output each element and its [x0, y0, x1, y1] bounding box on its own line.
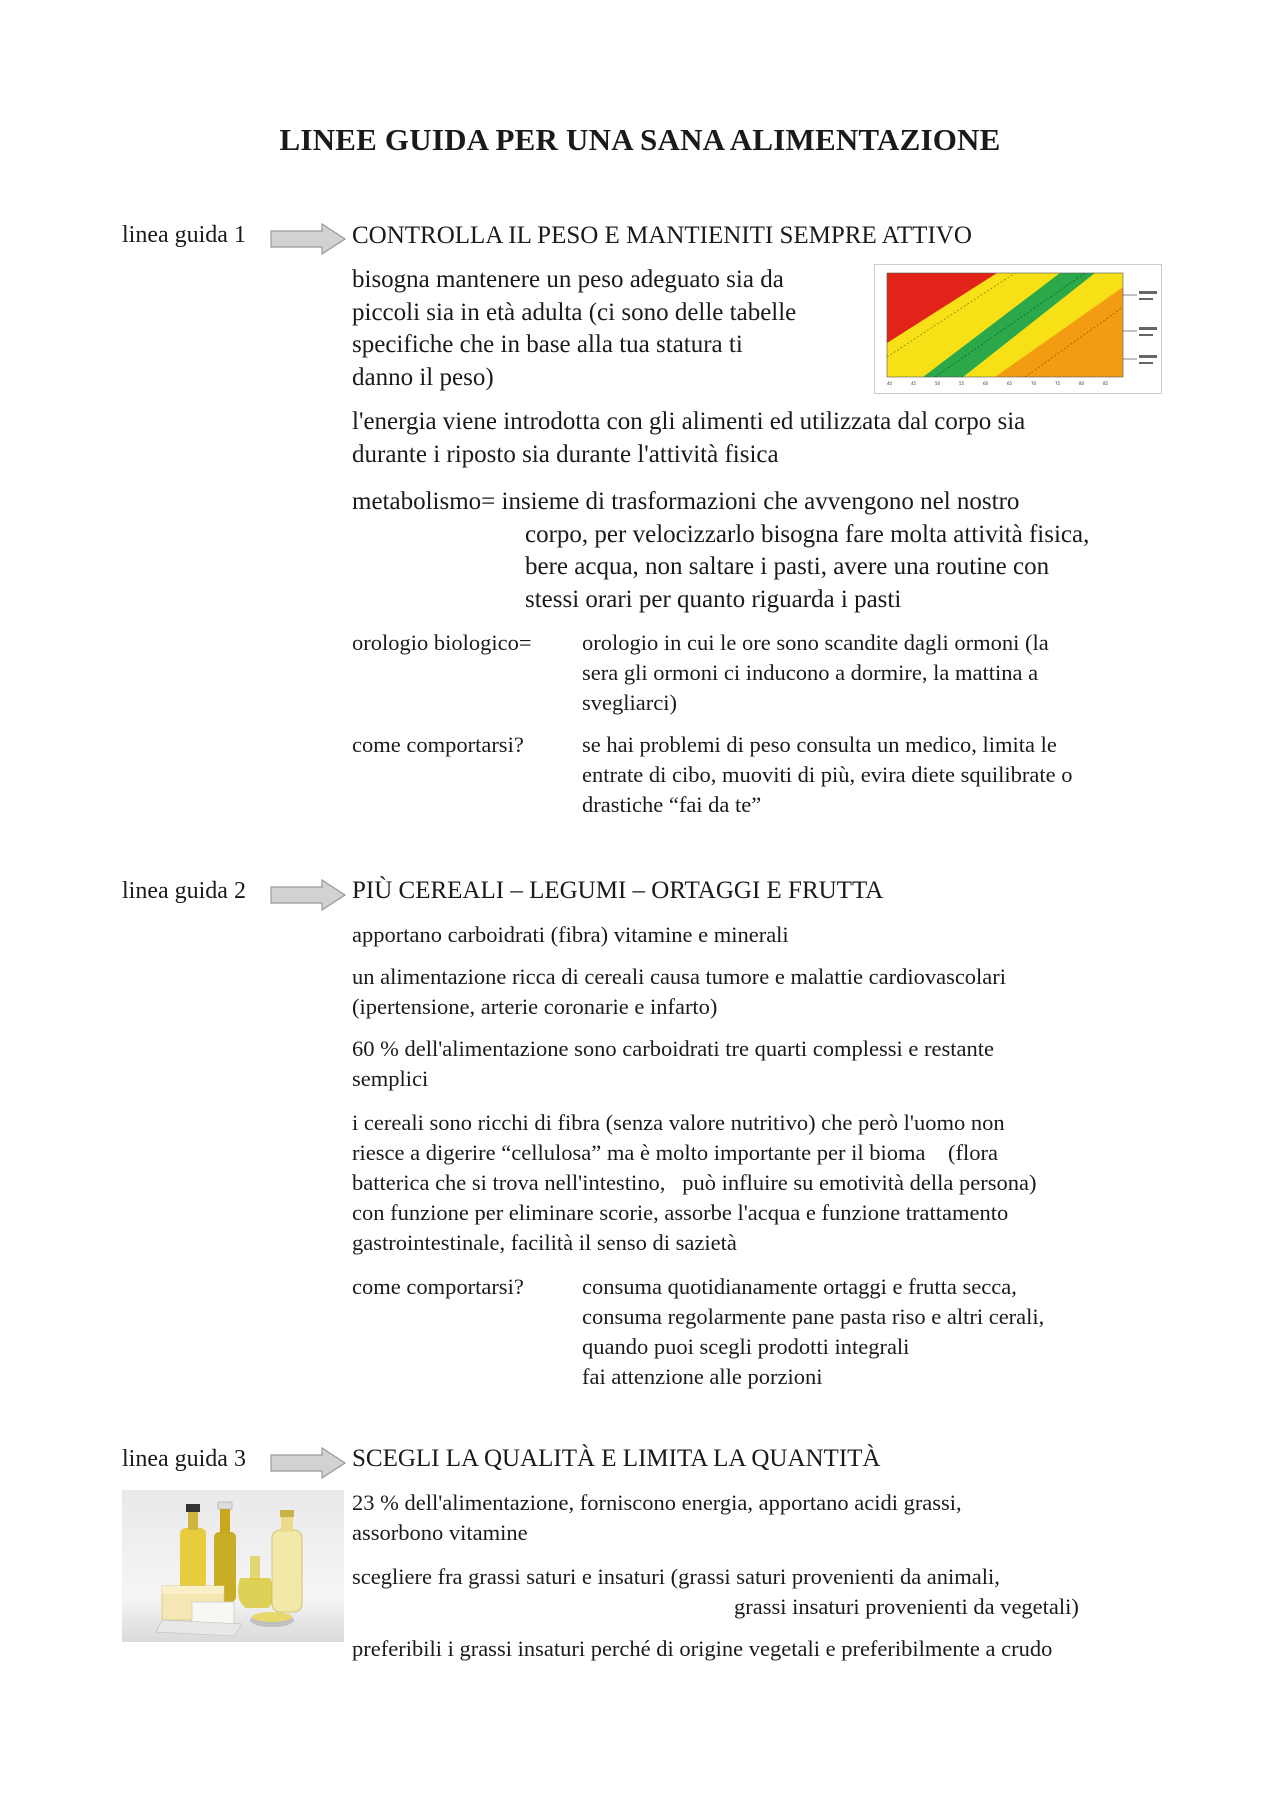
text-line: assorbono vitamine — [352, 1520, 528, 1545]
svg-text:50: 50 — [935, 381, 941, 386]
fats-paragraph-2 — [352, 1562, 1079, 1622]
how-to-behave-1 — [352, 730, 1172, 820]
energy-paragraph — [352, 406, 1025, 471]
metabolism-term: metabolismo= — [352, 488, 496, 515]
text-line: consuma quotidianamente ortaggi e frutta secca, — [582, 1274, 1017, 1299]
text-line: insieme di trasformazioni che avvengono nel nostro — [501, 488, 1020, 515]
cereals-paragraph-1 — [352, 920, 789, 950]
text-line: danno il peso) — [352, 363, 494, 391]
text-line: i cereali sono ricchi di fibra (senza valore nutritivo) che però l'uomo non — [352, 1110, 1005, 1135]
text-line: (ipertensione, arterie coronarie e infarto) — [352, 994, 718, 1019]
text-line: specifiche che in base alla tua statura ti — [352, 331, 743, 358]
fats-paragraph-3 — [352, 1634, 1052, 1664]
text-line: bisogna mantenere un peso adeguato sia da — [352, 266, 784, 293]
text-line: orologio in cui le ore sono scandite dagli ormoni (la — [582, 630, 1049, 655]
svg-text:70: 70 — [1031, 381, 1037, 386]
biological-clock-definition — [352, 628, 1172, 718]
cereals-paragraph-3 — [352, 1034, 994, 1094]
svg-text:75: 75 — [1055, 381, 1061, 386]
definition-text — [582, 628, 1172, 718]
text-line: quando puoi scegli prodotti integrali — [582, 1334, 910, 1359]
guideline-3-label: linea guida 3 — [122, 1446, 246, 1472]
text-line: bere acqua, non saltare i pasti, avere una routine con — [525, 553, 1050, 580]
guideline-1-label: linea guida 1 — [122, 222, 246, 248]
text-line: semplici — [352, 1066, 429, 1091]
page-title: LINEE GUIDA PER UNA SANA ALIMENTAZIONE — [279, 122, 1001, 157]
guideline-2-label: linea guida 2 — [122, 878, 246, 904]
text-line: scegliere fra grassi saturi e insaturi (grassi saturi provenienti da animali, — [352, 1564, 1000, 1589]
text-line: drastiche “fai da te” — [582, 792, 762, 817]
bmi-chart-image — [874, 264, 1162, 394]
text-line: stessi orari per quanto riguarda i pasti — [525, 585, 902, 613]
svg-text:65: 65 — [1007, 381, 1013, 386]
svg-text:40: 40 — [887, 381, 893, 386]
guideline-3-heading: SCEGLI LA QUALITÀ E LIMITA LA QUANTITÀ — [352, 1445, 881, 1472]
svg-text:45: 45 — [911, 381, 917, 386]
text-line: l'energia viene introdotta con gli alimenti ed utilizzata dal corpo sia — [352, 408, 1026, 435]
fats-paragraph-1 — [352, 1488, 962, 1548]
svg-text:55: 55 — [959, 381, 965, 386]
text-line: gastrointestinale, facilità il senso di sazietà — [352, 1230, 737, 1255]
guideline-2-heading: PIÙ CEREALI – LEGUMI – ORTAGGI E FRUTTA — [352, 877, 884, 904]
definition-term: come comportarsi? — [352, 1274, 524, 1299]
text-line: grassi insaturi provenienti da vegetali) — [734, 1594, 1079, 1619]
text-line: preferibili i grassi insaturi perché di origine vegetali e preferibilmente a crudo — [352, 1636, 1053, 1661]
definition-text — [582, 730, 1172, 820]
definition-term: come comportarsi? — [352, 732, 524, 757]
text-line: 60 % dell'alimentazione sono carboidrati tre quarti complessi e restante — [352, 1036, 994, 1061]
guideline-1-heading: CONTROLLA IL PESO E MANTIENITI SEMPRE ATTIVO — [352, 222, 972, 249]
text-line: un alimentazione ricca di cereali causa tumore e malattie cardiovascolari — [352, 964, 1007, 989]
svg-text:60: 60 — [983, 381, 989, 386]
right-arrow-icon — [270, 1447, 346, 1479]
text-line: fai attenzione alle porzioni — [582, 1364, 823, 1389]
text-line: se hai problemi di peso consulta un medico, limita le — [582, 732, 1057, 757]
text-line: sera gli ormoni ci inducono a dormire, la mattina a — [582, 660, 1039, 685]
text-line: batterica che si trova nell'intestino, può influire su emotività della persona) — [352, 1170, 1037, 1195]
text-line: piccoli sia in età adulta (ci sono delle tabelle — [352, 298, 797, 326]
weight-paragraph — [352, 264, 852, 394]
right-arrow-icon — [270, 223, 346, 255]
text-line: svegliarci) — [582, 690, 677, 715]
svg-text:80: 80 — [1079, 381, 1085, 386]
definition-text — [582, 1272, 1172, 1392]
text-line: entrate di cibo, muoviti di più, evira diete squilibrate o — [582, 762, 1073, 787]
text-line: corpo, per velocizzarlo bisogna fare molta attività fisica, — [525, 520, 1090, 548]
right-arrow-icon — [270, 879, 346, 911]
oils-and-fats-image — [122, 1490, 344, 1642]
definition-term: orologio biologico= — [352, 630, 532, 655]
text-line: durante i riposto sia durante l'attività fisica — [352, 440, 779, 468]
text-line: 23 % dell'alimentazione, forniscono energia, apportano acidi grassi, — [352, 1490, 962, 1515]
text-line: con funzione per eliminare scorie, assorbe l'acqua e funzione trattamento — [352, 1200, 1009, 1225]
cereals-paragraph-2 — [352, 962, 1006, 1022]
cereals-paragraph-4 — [352, 1108, 1036, 1258]
svg-text:85: 85 — [1103, 381, 1109, 386]
text-line: riesce a digerire “cellulosa” ma è molto importante per il bioma (flora — [352, 1140, 998, 1165]
text-line: consuma regolarmente pane pasta riso e altri cerali, — [582, 1304, 1045, 1329]
metabolism-definition — [352, 486, 1089, 616]
text-line: apportano carboidrati (fibra) vitamine e minerali — [352, 922, 789, 947]
how-to-behave-2 — [352, 1272, 1172, 1392]
